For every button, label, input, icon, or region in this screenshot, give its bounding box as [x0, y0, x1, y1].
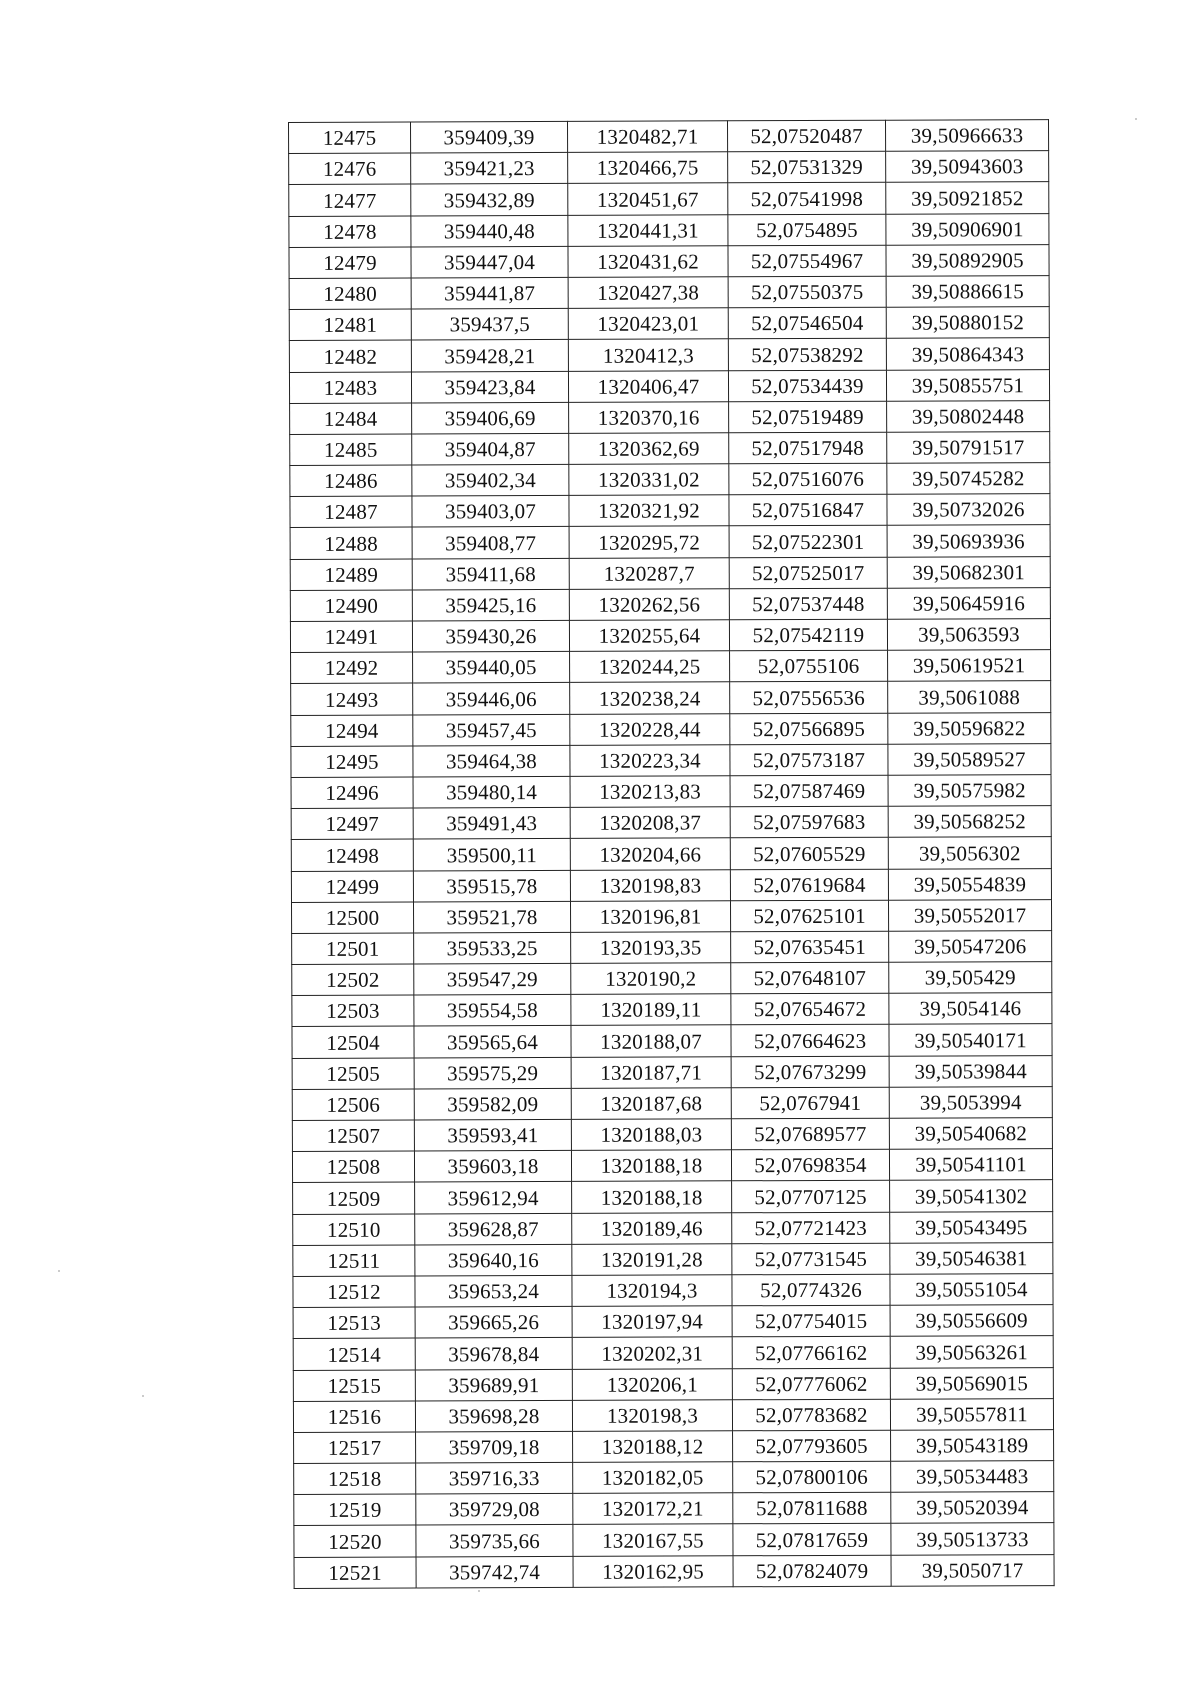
longitude-cell: 39,5053994 — [889, 1086, 1052, 1118]
y-coordinate-cell: 1320188,18 — [572, 1181, 732, 1213]
point-number-cell: 12481 — [289, 309, 411, 341]
x-coordinate-cell: 359428,21 — [411, 340, 568, 372]
x-coordinate-cell: 359402,34 — [412, 464, 569, 496]
x-coordinate-cell: 359729,08 — [416, 1494, 573, 1526]
x-coordinate-cell: 359603,18 — [414, 1151, 571, 1183]
x-coordinate-cell: 359515,78 — [413, 870, 570, 902]
latitude-cell: 52,07519489 — [729, 401, 887, 433]
x-coordinate-cell: 359547,29 — [414, 963, 571, 995]
y-coordinate-cell: 1320362,69 — [569, 433, 729, 465]
point-number-cell: 12490 — [290, 590, 412, 622]
y-coordinate-cell: 1320188,07 — [571, 1025, 731, 1057]
longitude-cell: 39,50568252 — [888, 806, 1051, 838]
y-coordinate-cell: 1320190,2 — [571, 963, 731, 995]
point-number-cell: 12502 — [292, 964, 414, 996]
point-number-cell: 12492 — [291, 652, 413, 684]
y-coordinate-cell: 1320431,62 — [568, 246, 728, 278]
latitude-cell: 52,07793605 — [733, 1430, 891, 1462]
coordinates-table — [288, 119, 1055, 1589]
longitude-cell: 39,50543189 — [891, 1429, 1054, 1461]
table-row — [292, 1149, 1052, 1183]
latitude-cell: 52,07587469 — [730, 775, 888, 807]
y-coordinate-cell: 1320198,83 — [570, 869, 730, 901]
latitude-cell: 52,07546504 — [728, 307, 886, 339]
x-coordinate-cell: 359554,58 — [414, 995, 571, 1027]
table-row — [293, 1242, 1053, 1276]
y-coordinate-cell: 1320206,1 — [572, 1368, 732, 1400]
scan-speck — [1135, 118, 1137, 120]
longitude-cell: 39,50557811 — [890, 1398, 1053, 1430]
x-coordinate-cell: 359440,48 — [411, 215, 568, 247]
table-row — [291, 775, 1051, 809]
x-coordinate-cell: 359500,11 — [413, 839, 570, 871]
point-number-cell: 12489 — [290, 559, 412, 591]
longitude-cell: 39,50802448 — [887, 400, 1050, 432]
longitude-cell: 39,50596822 — [888, 712, 1051, 744]
longitude-cell: 39,50541302 — [890, 1180, 1053, 1212]
table-row — [293, 1180, 1053, 1214]
x-coordinate-cell: 359716,33 — [416, 1462, 573, 1494]
scan-speck — [142, 1395, 144, 1397]
longitude-cell: 39,50569015 — [890, 1367, 1053, 1399]
table-row — [291, 681, 1051, 715]
latitude-cell: 52,07525017 — [729, 557, 887, 589]
x-coordinate-cell: 359698,28 — [415, 1400, 572, 1432]
latitude-cell: 52,07766162 — [732, 1337, 890, 1369]
table-row — [289, 338, 1049, 372]
table-row — [292, 1086, 1052, 1120]
point-number-cell: 12511 — [293, 1245, 415, 1277]
table-row — [293, 1367, 1053, 1401]
table-row — [290, 431, 1050, 465]
point-number-cell: 12516 — [293, 1401, 415, 1433]
table-row — [293, 1336, 1053, 1370]
table-row — [291, 837, 1051, 871]
table-row — [289, 276, 1049, 310]
longitude-cell: 39,50886615 — [886, 276, 1049, 308]
latitude-cell: 52,0767941 — [731, 1087, 889, 1119]
table-row — [291, 743, 1051, 777]
latitude-cell: 52,0755106 — [730, 650, 888, 682]
point-number-cell: 12521 — [294, 1557, 416, 1589]
point-number-cell: 12497 — [291, 808, 413, 840]
y-coordinate-cell: 1320187,68 — [571, 1088, 731, 1120]
point-number-cell: 12518 — [294, 1463, 416, 1495]
y-coordinate-cell: 1320412,3 — [568, 339, 728, 371]
x-coordinate-cell: 359437,5 — [411, 309, 568, 341]
longitude-cell: 39,50540171 — [889, 1024, 1052, 1056]
table-row — [291, 650, 1051, 684]
y-coordinate-cell: 1320427,38 — [568, 277, 728, 309]
latitude-cell: 52,07550375 — [728, 276, 886, 308]
y-coordinate-cell: 1320423,01 — [568, 308, 728, 340]
latitude-cell: 52,07516847 — [729, 494, 887, 526]
y-coordinate-cell: 1320262,56 — [569, 589, 729, 621]
y-coordinate-cell: 1320406,47 — [568, 370, 728, 402]
x-coordinate-cell: 359653,24 — [415, 1275, 572, 1307]
y-coordinate-cell: 1320189,46 — [572, 1212, 732, 1244]
table-row — [294, 1492, 1054, 1526]
longitude-cell: 39,505429 — [889, 962, 1052, 994]
latitude-cell: 52,07534439 — [728, 370, 886, 402]
table-row — [293, 1274, 1053, 1308]
longitude-cell: 39,5054146 — [889, 993, 1052, 1025]
x-coordinate-cell: 359441,87 — [411, 277, 568, 309]
x-coordinate-cell: 359406,69 — [412, 402, 569, 434]
latitude-cell: 52,07824079 — [733, 1555, 891, 1587]
x-coordinate-cell: 359446,06 — [413, 683, 570, 715]
point-number-cell: 12483 — [289, 372, 411, 404]
longitude-cell: 39,50589527 — [888, 743, 1051, 775]
latitude-cell: 52,07605529 — [730, 838, 888, 870]
y-coordinate-cell: 1320287,7 — [569, 557, 729, 589]
point-number-cell: 12494 — [291, 715, 413, 747]
longitude-cell: 39,50539844 — [889, 1055, 1052, 1087]
latitude-cell: 52,07731545 — [732, 1243, 890, 1275]
coordinates-table-body — [289, 120, 1055, 1589]
longitude-cell: 39,50520394 — [891, 1492, 1054, 1524]
point-number-cell: 12479 — [289, 247, 411, 279]
table-row — [289, 244, 1049, 278]
y-coordinate-cell: 1320255,64 — [569, 620, 729, 652]
y-coordinate-cell: 1320208,37 — [570, 807, 730, 839]
table-row — [290, 400, 1050, 434]
y-coordinate-cell: 1320196,81 — [570, 900, 730, 932]
y-coordinate-cell: 1320167,55 — [573, 1524, 733, 1556]
y-coordinate-cell: 1320228,44 — [570, 713, 730, 745]
latitude-cell: 52,07625101 — [730, 900, 888, 932]
longitude-cell: 39,50906901 — [886, 213, 1049, 245]
longitude-cell: 39,50645916 — [887, 587, 1050, 619]
longitude-cell: 39,50693936 — [887, 525, 1050, 557]
longitude-cell: 39,50619521 — [888, 650, 1051, 682]
y-coordinate-cell: 1320202,31 — [572, 1337, 732, 1369]
point-number-cell: 12500 — [291, 902, 413, 934]
longitude-cell: 39,50880152 — [886, 307, 1049, 339]
x-coordinate-cell: 359521,78 — [413, 901, 570, 933]
table-row — [291, 899, 1051, 933]
longitude-cell: 39,50556609 — [890, 1305, 1053, 1337]
longitude-cell: 39,5061088 — [888, 681, 1051, 713]
longitude-cell: 39,50921852 — [886, 182, 1049, 214]
latitude-cell: 52,07673299 — [731, 1056, 889, 1088]
point-number-cell: 12475 — [289, 122, 411, 154]
x-coordinate-cell: 359582,09 — [414, 1088, 571, 1120]
point-number-cell: 12505 — [292, 1058, 414, 1090]
latitude-cell: 52,07800106 — [733, 1461, 891, 1493]
x-coordinate-cell: 359709,18 — [416, 1431, 573, 1463]
longitude-cell: 39,50546381 — [890, 1242, 1053, 1274]
latitude-cell: 52,07531329 — [728, 151, 886, 183]
y-coordinate-cell: 1320238,24 — [570, 682, 730, 714]
x-coordinate-cell: 359628,87 — [415, 1213, 572, 1245]
table-row — [290, 494, 1050, 528]
x-coordinate-cell: 359491,43 — [413, 808, 570, 840]
y-coordinate-cell: 1320295,72 — [569, 526, 729, 558]
table-row — [290, 525, 1050, 559]
point-number-cell: 12495 — [291, 746, 413, 778]
longitude-cell: 39,50745282 — [887, 463, 1050, 495]
y-coordinate-cell: 1320182,05 — [573, 1462, 733, 1494]
longitude-cell: 39,50534483 — [891, 1461, 1054, 1493]
point-number-cell: 12499 — [291, 871, 413, 903]
table-row — [289, 120, 1049, 154]
y-coordinate-cell: 1320204,66 — [570, 838, 730, 870]
point-number-cell: 12498 — [291, 839, 413, 871]
latitude-cell: 52,07537448 — [729, 588, 887, 620]
y-coordinate-cell: 1320188,18 — [571, 1150, 731, 1182]
y-coordinate-cell: 1320198,3 — [572, 1399, 732, 1431]
x-coordinate-cell: 359411,68 — [412, 558, 569, 590]
point-number-cell: 12520 — [294, 1525, 416, 1557]
table-row — [294, 1429, 1054, 1463]
table-row — [294, 1554, 1054, 1588]
table-row — [292, 993, 1052, 1027]
longitude-cell: 39,5063593 — [887, 619, 1050, 651]
longitude-cell: 39,50563261 — [890, 1336, 1053, 1368]
x-coordinate-cell: 359404,87 — [412, 433, 569, 465]
latitude-cell: 52,07754015 — [732, 1305, 890, 1337]
point-number-cell: 12493 — [291, 683, 413, 715]
y-coordinate-cell: 1320191,28 — [572, 1244, 732, 1276]
y-coordinate-cell: 1320187,71 — [571, 1056, 731, 1088]
table-row — [289, 369, 1049, 403]
point-number-cell: 12519 — [294, 1494, 416, 1526]
point-number-cell: 12503 — [292, 995, 414, 1027]
table-row — [289, 213, 1049, 247]
table-row — [292, 1055, 1052, 1089]
table-row — [291, 868, 1051, 902]
point-number-cell: 12515 — [293, 1370, 415, 1402]
x-coordinate-cell: 359735,66 — [416, 1525, 573, 1557]
longitude-cell: 39,50791517 — [887, 431, 1050, 463]
table-row — [292, 1118, 1052, 1152]
x-coordinate-cell: 359423,84 — [411, 371, 568, 403]
latitude-cell: 52,07566895 — [730, 713, 888, 745]
x-coordinate-cell: 359565,64 — [414, 1026, 571, 1058]
y-coordinate-cell: 1320193,35 — [571, 932, 731, 964]
latitude-cell: 52,07556536 — [730, 682, 888, 714]
point-number-cell: 12506 — [292, 1089, 414, 1121]
table-row — [290, 619, 1050, 653]
table-row — [289, 151, 1049, 185]
point-number-cell: 12491 — [290, 621, 412, 653]
point-number-cell: 12484 — [290, 403, 412, 435]
y-coordinate-cell: 1320370,16 — [569, 401, 729, 433]
latitude-cell: 52,07517948 — [729, 432, 887, 464]
x-coordinate-cell: 359447,04 — [411, 246, 568, 278]
longitude-cell: 39,50732026 — [887, 494, 1050, 526]
x-coordinate-cell: 359640,16 — [415, 1244, 572, 1276]
x-coordinate-cell: 359533,25 — [414, 932, 571, 964]
table-row — [293, 1211, 1053, 1245]
x-coordinate-cell: 359593,41 — [414, 1119, 571, 1151]
table-row — [293, 1305, 1053, 1339]
y-coordinate-cell: 1320197,94 — [572, 1306, 732, 1338]
table-row — [289, 182, 1049, 216]
y-coordinate-cell: 1320188,03 — [571, 1119, 731, 1151]
y-coordinate-cell: 1320162,95 — [573, 1555, 733, 1587]
latitude-cell: 52,07721423 — [732, 1212, 890, 1244]
latitude-cell: 52,07654672 — [731, 993, 889, 1025]
table-row — [290, 587, 1050, 621]
longitude-cell: 39,5050717 — [891, 1554, 1054, 1586]
point-number-cell: 12513 — [293, 1307, 415, 1339]
point-number-cell: 12510 — [293, 1214, 415, 1246]
point-number-cell: 12504 — [292, 1026, 414, 1058]
x-coordinate-cell: 359403,07 — [412, 496, 569, 528]
table-row — [292, 1024, 1052, 1058]
y-coordinate-cell: 1320321,92 — [569, 495, 729, 527]
y-coordinate-cell: 1320188,12 — [573, 1431, 733, 1463]
point-number-cell: 12512 — [293, 1276, 415, 1308]
latitude-cell: 52,07689577 — [731, 1118, 889, 1150]
point-number-cell: 12501 — [292, 933, 414, 965]
latitude-cell: 52,07817659 — [733, 1524, 891, 1556]
longitude-cell: 39,50682301 — [887, 556, 1050, 588]
latitude-cell: 52,07542119 — [729, 619, 887, 651]
table-row — [294, 1461, 1054, 1495]
point-number-cell: 12514 — [293, 1338, 415, 1370]
table-row — [289, 307, 1049, 341]
scan-speck — [58, 1270, 60, 1272]
point-number-cell: 12487 — [290, 496, 412, 528]
point-number-cell: 12477 — [289, 184, 411, 216]
latitude-cell: 52,07541998 — [728, 183, 886, 215]
point-number-cell: 12485 — [290, 434, 412, 466]
point-number-cell: 12509 — [293, 1182, 415, 1214]
point-number-cell: 12478 — [289, 216, 411, 248]
x-coordinate-cell: 359457,45 — [413, 714, 570, 746]
latitude-cell: 52,07664623 — [731, 1025, 889, 1057]
longitude-cell: 39,50540682 — [889, 1118, 1052, 1150]
latitude-cell: 52,07635451 — [731, 931, 889, 963]
table-row — [290, 463, 1050, 497]
table-row — [292, 962, 1052, 996]
longitude-cell: 39,50554839 — [888, 868, 1051, 900]
point-number-cell: 12480 — [289, 278, 411, 310]
latitude-cell: 52,07698354 — [731, 1149, 889, 1181]
y-coordinate-cell: 1320223,34 — [570, 745, 730, 777]
point-number-cell: 12476 — [289, 153, 411, 185]
latitude-cell: 52,0754895 — [728, 214, 886, 246]
x-coordinate-cell: 359665,26 — [415, 1307, 572, 1339]
longitude-cell: 39,50547206 — [889, 930, 1052, 962]
y-coordinate-cell: 1320482,71 — [567, 121, 727, 153]
x-coordinate-cell: 359408,77 — [412, 527, 569, 559]
longitude-cell: 39,5056302 — [888, 837, 1051, 869]
x-coordinate-cell: 359689,91 — [415, 1369, 572, 1401]
y-coordinate-cell: 1320451,67 — [568, 183, 728, 215]
latitude-cell: 52,07522301 — [729, 526, 887, 558]
x-coordinate-cell: 359612,94 — [415, 1182, 572, 1214]
x-coordinate-cell: 359742,74 — [416, 1556, 573, 1588]
x-coordinate-cell: 359432,89 — [411, 184, 568, 216]
point-number-cell: 12482 — [289, 340, 411, 372]
y-coordinate-cell: 1320441,31 — [568, 214, 728, 246]
x-coordinate-cell: 359575,29 — [414, 1057, 571, 1089]
longitude-cell: 39,50943603 — [886, 151, 1049, 183]
table-row — [294, 1523, 1054, 1557]
point-number-cell: 12508 — [292, 1151, 414, 1183]
latitude-cell: 52,07597683 — [730, 806, 888, 838]
latitude-cell: 52,07516076 — [729, 463, 887, 495]
table-row — [291, 712, 1051, 746]
x-coordinate-cell: 359440,05 — [413, 652, 570, 684]
x-coordinate-cell: 359425,16 — [412, 589, 569, 621]
longitude-cell: 39,50551054 — [890, 1274, 1053, 1306]
point-number-cell: 12486 — [290, 465, 412, 497]
longitude-cell: 39,50575982 — [888, 775, 1051, 807]
y-coordinate-cell: 1320172,21 — [573, 1493, 733, 1525]
latitude-cell: 52,07776062 — [732, 1368, 890, 1400]
x-coordinate-cell: 359464,38 — [413, 745, 570, 777]
latitude-cell: 52,07554967 — [728, 245, 886, 277]
table-row — [292, 930, 1052, 964]
table-row — [291, 806, 1051, 840]
table-row — [293, 1398, 1053, 1432]
latitude-cell: 52,07538292 — [728, 339, 886, 371]
x-coordinate-cell: 359678,84 — [415, 1338, 572, 1370]
latitude-cell: 52,0774326 — [732, 1274, 890, 1306]
y-coordinate-cell: 1320466,75 — [568, 152, 728, 184]
longitude-cell: 39,50543495 — [890, 1211, 1053, 1243]
longitude-cell: 39,50966633 — [885, 120, 1048, 152]
point-number-cell: 12496 — [291, 777, 413, 809]
y-coordinate-cell: 1320244,25 — [570, 651, 730, 683]
x-coordinate-cell: 359480,14 — [413, 776, 570, 808]
table-row — [290, 556, 1050, 590]
y-coordinate-cell: 1320213,83 — [570, 776, 730, 808]
longitude-cell: 39,50552017 — [888, 899, 1051, 931]
x-coordinate-cell: 359409,39 — [411, 121, 568, 153]
longitude-cell: 39,50513733 — [891, 1523, 1054, 1555]
scan-speck — [478, 1590, 480, 1592]
point-number-cell: 12517 — [294, 1432, 416, 1464]
point-number-cell: 12488 — [290, 527, 412, 559]
y-coordinate-cell: 1320331,02 — [569, 464, 729, 496]
longitude-cell: 39,50864343 — [886, 338, 1049, 370]
x-coordinate-cell: 359430,26 — [412, 620, 569, 652]
y-coordinate-cell: 1320194,3 — [572, 1275, 732, 1307]
latitude-cell: 52,07648107 — [731, 962, 889, 994]
latitude-cell: 52,07811688 — [733, 1492, 891, 1524]
coordinates-table-wrapper — [288, 119, 1055, 1589]
latitude-cell: 52,07707125 — [732, 1181, 890, 1213]
latitude-cell: 52,07520487 — [727, 120, 885, 152]
latitude-cell: 52,07619684 — [730, 869, 888, 901]
longitude-cell: 39,50892905 — [886, 244, 1049, 276]
point-number-cell: 12507 — [292, 1120, 414, 1152]
longitude-cell: 39,50541101 — [889, 1149, 1052, 1181]
x-coordinate-cell: 359421,23 — [411, 153, 568, 185]
latitude-cell: 52,07573187 — [730, 744, 888, 776]
y-coordinate-cell: 1320189,11 — [571, 994, 731, 1026]
longitude-cell: 39,50855751 — [886, 369, 1049, 401]
latitude-cell: 52,07783682 — [732, 1399, 890, 1431]
